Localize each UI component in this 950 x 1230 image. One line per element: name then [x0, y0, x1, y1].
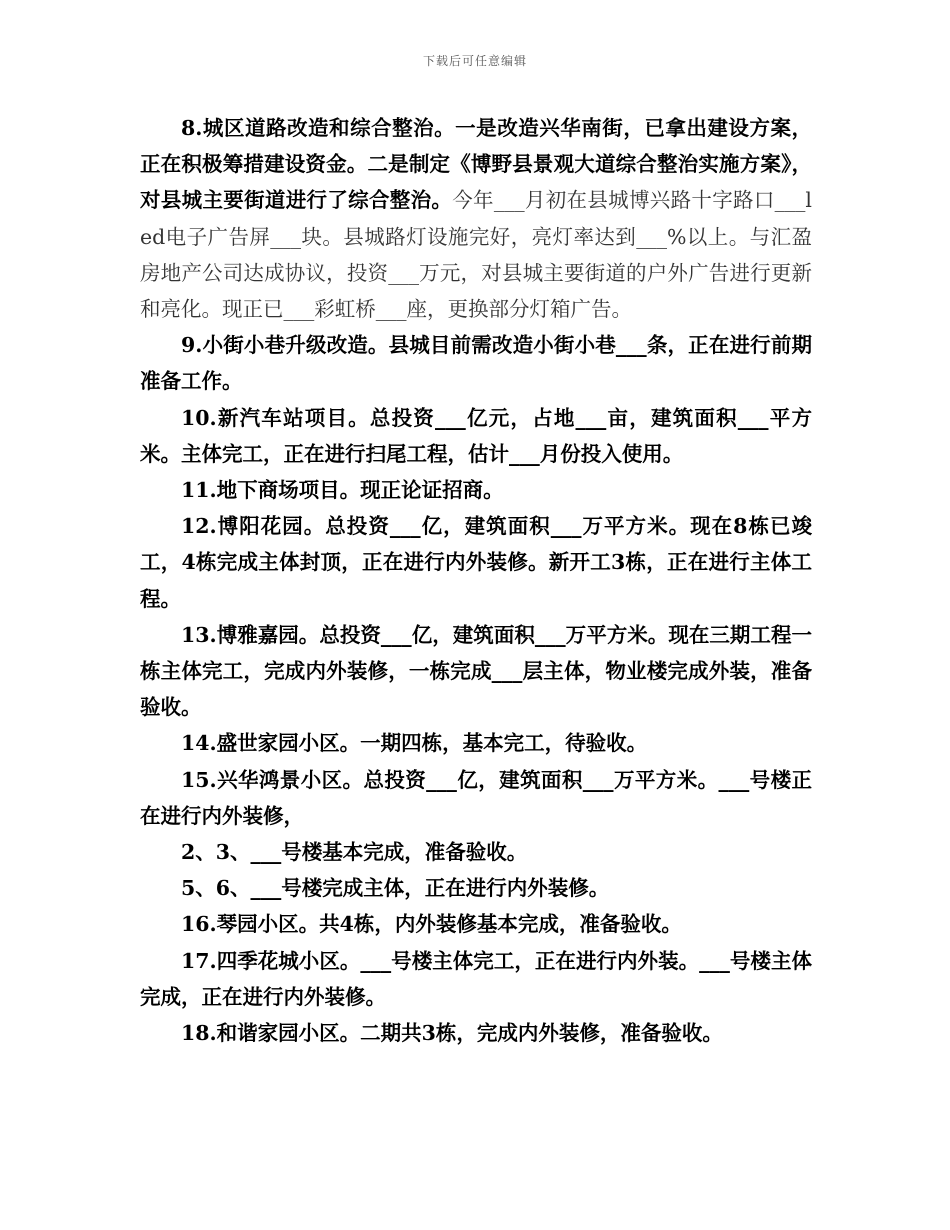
paragraph-12: 12.博阳花园。总投资___亿，建筑面积___万平方米。现在8栋已竣工，4栋完成主体封顶，正在进行内外装修。新开工3栋，正在进行主体工程。 — [140, 514, 812, 611]
paragraph-8-normal-text: 今年___月初在县城博兴路十字路口___led电子广告屏___块。县城路灯设施完好，亮灯率达到___%以上。与汇盈房地产公司达成协议，投资___万元，对县城主要街道的户外广告进行更新和亮化。现正已___彩虹桥___座，更换部分灯箱广告。 — [140, 188, 812, 322]
paragraph-16: 16.琴园小区。共4栋，内外装修基本完成，准备验收。 — [181, 912, 682, 937]
page-header: 下载后可任意编辑 — [422, 54, 527, 68]
paragraph-8 — [140, 110, 812, 327]
paragraph-13: 13.博雅嘉园。总投资___亿，建筑面积___万平方米。现在三期工程一栋主体完工，完成内外装修，一栋完成___层主体，物业楼完成外装，准备验收。 — [140, 622, 812, 720]
paragraph-15-buildings-5-6: 5、6、___号楼完成主体，正在进行内外装修。 — [181, 876, 610, 901]
paragraph-15-buildings-2-3: 2、3、___号楼基本完成，准备验收。 — [181, 840, 528, 865]
paragraph-17: 17.四季花城小区。___号楼主体完工，正在进行内外装。___号楼主体完成，正在进行内外装修。 — [140, 948, 812, 1009]
paragraph-8-bold-text: 8.城区道路改造和综合整治。一是改造兴华南街，已拿出建设方案，正在积极筹措建设资金。二是制定《博野县景观大道综合整治实施方案》，对县城主要街道进行了综合整治。 — [140, 116, 812, 213]
paragraph-18: 18.和谐家园小区。二期共3栋，完成内外装修，准备验收。 — [181, 1021, 723, 1046]
paragraph-11: 11.地下商场项目。现正论证招商。 — [181, 478, 504, 503]
paragraph-9: 9.小街小巷升级改造。县城目前需改造小街小巷___条，正在进行前期准备工作。 — [140, 333, 812, 394]
paragraph-10: 10.新汽车站项目。总投资___亿元，占地___亩，建筑面积___平方米。主体完工，正在进行扫尾工程，估计___月份投入使用。 — [140, 405, 812, 466]
paragraph-14: 14.盛世家园小区。一期四栋，基本完工，待验收。 — [181, 731, 648, 756]
paragraph-15: 15.兴华鸿景小区。总投资___亿，建筑面积___万平方米。___号楼正在进行内外装修， — [140, 767, 812, 828]
document-body — [140, 110, 812, 1051]
